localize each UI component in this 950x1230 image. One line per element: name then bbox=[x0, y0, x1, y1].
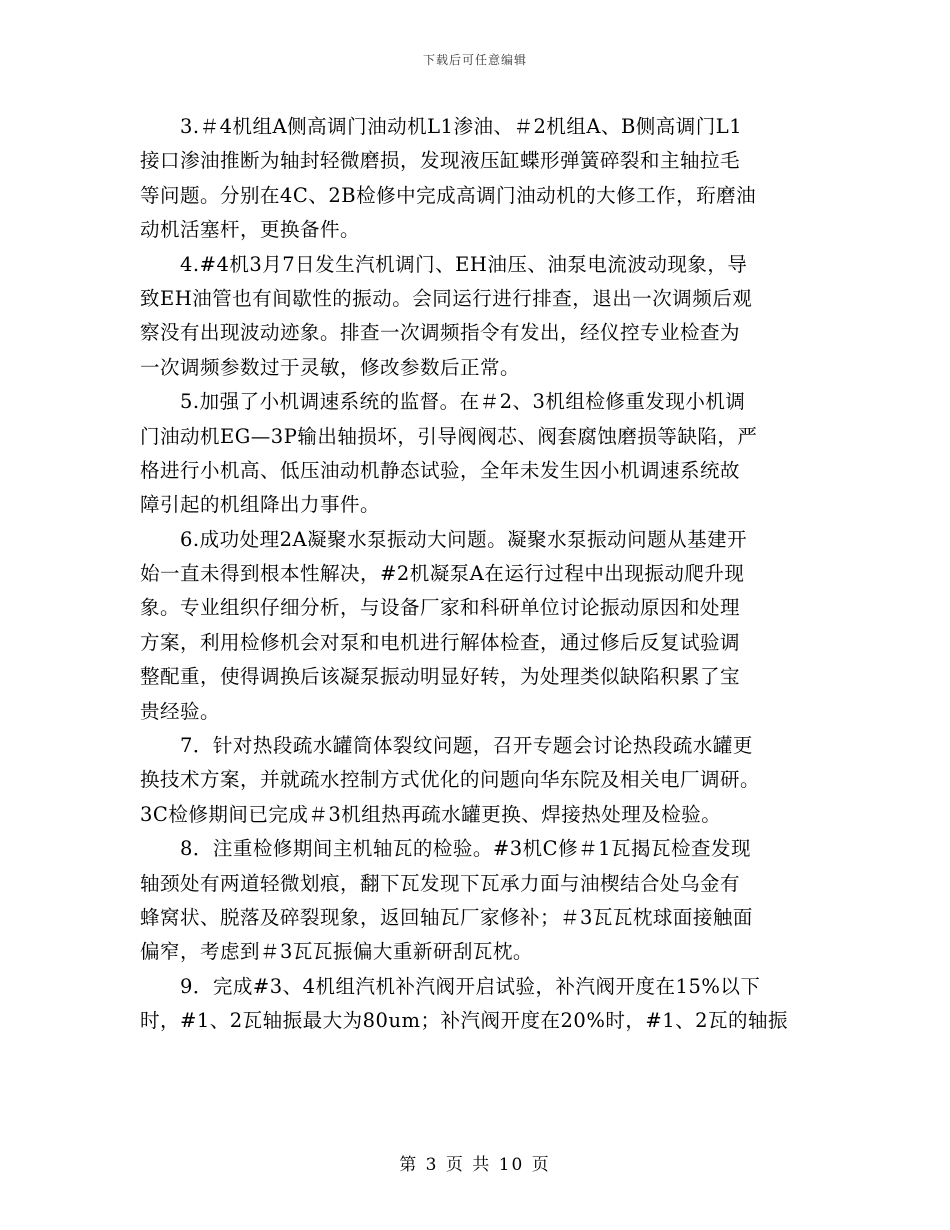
text-line: 9．完成#3、4机组汽机补汽阀开启试验，补汽阀开度在15%以下 bbox=[180, 974, 761, 998]
text-line: 致EH油管也有间歇性的振动。会同运行进行排查，退出一次调频后观 bbox=[140, 286, 753, 310]
text-line: 7．针对热段疏水罐筒体裂纹问题，召开专题会讨论热段疏水罐更 bbox=[180, 734, 753, 758]
text-line: 格进行小机高、低压油动机静态试验，全年未发生因小机调速系统故 bbox=[140, 458, 741, 482]
paragraph-3 bbox=[140, 110, 804, 248]
paragraph-4 bbox=[140, 248, 804, 386]
text-line: 3C检修期间已完成＃3机组热再疏水罐更换、焊接热处理及检验。 bbox=[140, 802, 722, 826]
document-body bbox=[140, 110, 804, 1039]
text-line: 贵经验。 bbox=[140, 699, 221, 723]
text-line: 时，#1、2瓦轴振最大为80um；补汽阀开度在20%时，#1、2瓦的轴振 bbox=[140, 1009, 789, 1033]
text-line: 6.成功处理2A凝聚水泵振动大问题。凝聚水泵振动问题从基建开 bbox=[180, 527, 748, 551]
page-header: 下载后可任意编辑 bbox=[422, 53, 527, 67]
text-line: 蜂窝状、脱落及碎裂现象，返回轴瓦厂家修补；＃3瓦瓦枕球面接触面 bbox=[140, 905, 753, 929]
text-line: 方案，利用检修机会对泵和电机进行解体检查，通过修后反复试验调 bbox=[140, 630, 741, 654]
text-line: 察没有出现波动迹象。排查一次调频指令有发出，经仪控专业检查为 bbox=[140, 321, 741, 345]
text-line: 偏窄，考虑到＃3瓦瓦振偏大重新研刮瓦枕。 bbox=[140, 940, 533, 964]
text-line: 换技术方案，并就疏水控制方式优化的问题向华东院及相关电厂调研。 bbox=[140, 768, 761, 792]
text-line: 5.加强了小机调速系统的监督。在＃2、3机组检修重发现小机调 bbox=[180, 390, 746, 414]
text-line: 整配重，使得调换后该凝泵振动明显好转，为处理类似缺陷积累了宝 bbox=[140, 665, 741, 689]
text-line: 动机活塞杆，更换备件。 bbox=[140, 218, 361, 242]
text-line: 门油动机EG—3P输出轴损坏，引导阀阀芯、阀套腐蚀磨损等缺陷，严 bbox=[140, 424, 758, 448]
text-line: 一次调频参数过于灵敏，修改参数后正常。 bbox=[140, 355, 521, 379]
paragraph-8 bbox=[140, 832, 804, 970]
paragraph-5 bbox=[140, 385, 804, 523]
text-line: 象。专业组织仔细分析，与设备厂家和科研单位讨论振动原因和处理 bbox=[140, 596, 741, 620]
paragraph-9 bbox=[140, 970, 804, 1039]
text-line: 4.#4机3月7日发生汽机调门、EH油压、油泵电流波动现象，导 bbox=[180, 252, 748, 276]
page-number: 第 3 页 共 10 页 bbox=[399, 1155, 551, 1175]
text-line: 3.＃4机组A侧高调门油动机L1渗油、＃2机组A、B侧高调门L1 bbox=[180, 115, 743, 138]
text-line: 障引起的机组降出力事件。 bbox=[140, 493, 381, 517]
paragraph-6 bbox=[140, 523, 804, 729]
text-line: 8．注重检修期间主机轴瓦的检验。#3机C修＃1瓦揭瓦检查发现 bbox=[180, 837, 751, 861]
text-line: 轴颈处有两道轻微划痕，翻下瓦发现下瓦承力面与油楔结合处乌金有 bbox=[140, 871, 741, 895]
text-line: 等问题。分别在4C、2B检修中完成高调门油动机的大修工作，珩磨油 bbox=[140, 183, 757, 207]
text-line: 始一直未得到根本性解决，#2机凝泵A在运行过程中出现振动爬升现 bbox=[140, 562, 745, 586]
paragraph-7 bbox=[140, 729, 804, 832]
text-line: 接口渗油推断为轴封轻微磨损，发现液压缸蝶形弹簧碎裂和主轴拉毛 bbox=[140, 149, 741, 173]
